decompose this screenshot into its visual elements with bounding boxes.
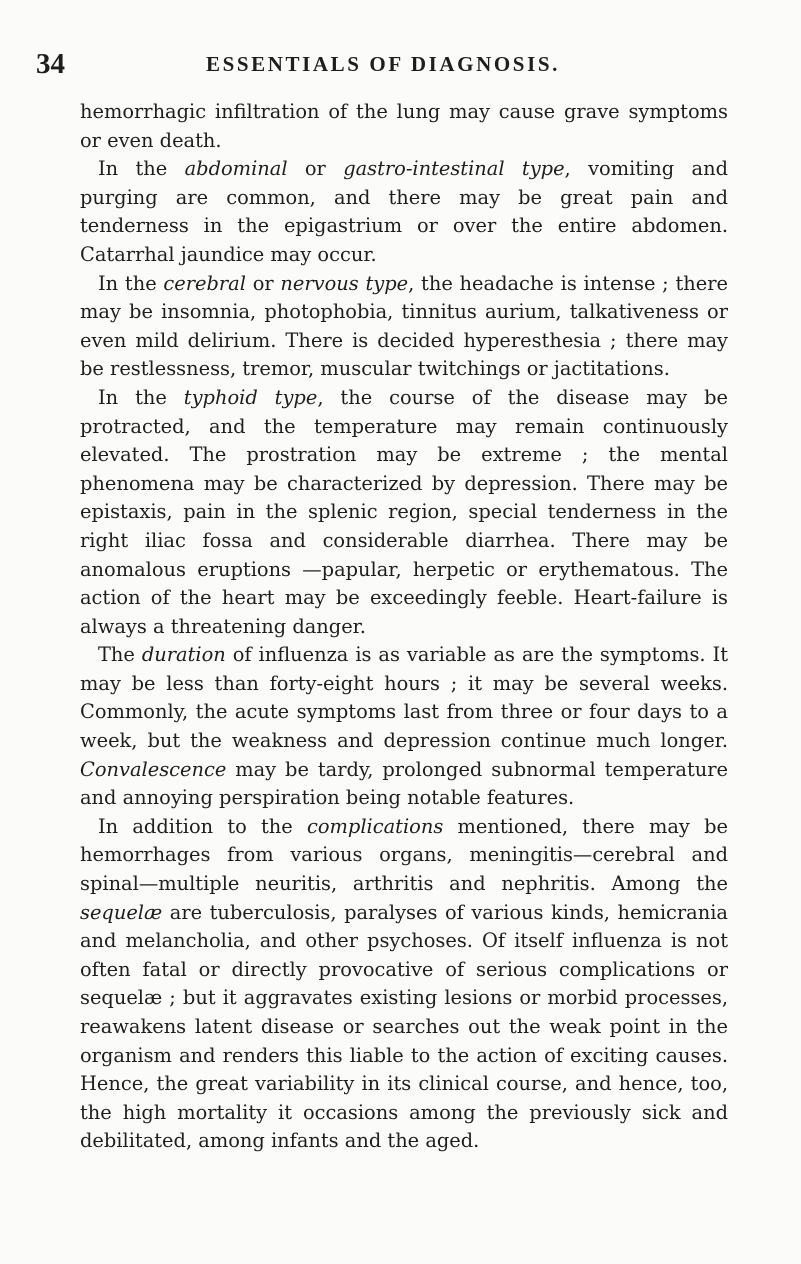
term-duration: duration (141, 643, 226, 667)
term-sequelae: sequelæ (80, 900, 163, 924)
term-abdominal: abdominal (184, 157, 288, 181)
paragraph-complications: In addition to the complications mentioned, there may be hemorrhages from various organs, meningitis—cerebral and spinal—multiple neuritis, arthritis and nephritis. Among the sequelæ are tuberculosis, paralyses of various kinds, hemicrania and melancholia, and other psychoses. Of itself influenza is not often fatal or directly provocative of serious complications or sequelæ ; but it aggravates existing lesions or morbid processes, reawakens latent disease or searches out the weak point in the organism and renders this liable to the action of exciting causes. Hence, the great variability in its clinical course, and hence, too, the high mortality it occasions among the previously sick and debilitated, among infants and the aged. (80, 814, 728, 1153)
page-number: 34 (36, 48, 65, 80)
running-head: ESSENTIALS OF DIAGNOSIS. (206, 52, 560, 76)
term-typhoid-type: typhoid type (183, 385, 318, 409)
term-convalescence: Convalescence (80, 757, 227, 781)
term-nervous-type: nervous type (280, 271, 409, 295)
paragraph-cerebral-type: In the cerebral or nervous type, the headache is intense ; there may be insomnia, photophobia, tinnitus aurium, talkativeness or even mild delirium. There is decided hyperesthesia ; there may be restlessness, tremor, muscular twitchings or jactitations. (80, 271, 728, 381)
paragraph-typhoid-type: In the typhoid type, the course of the disease may be protracted, and the temperature may remain continuously elevated. The prostration may be extreme ; the mental phenomena may be characterized by depression. There may be epistaxis, pain in the splenic region, special tenderness in the right iliac fossa and considerable diarrhea. There may be anomalous eruptions —papular, herpetic or erythematous. The action of the heart may be exceedingly feeble. Heart-failure is always a threatening danger. (80, 385, 728, 638)
paragraph-abdominal-type: In the abdominal or gastro-intestinal type, vomiting and purging are common, and there may be great pain and tenderness in the epigastrium or over the entire abdomen. Catarrhal jaundice may occur. (80, 157, 728, 266)
term-gastro-intestinal-type: gastro-intestinal type (343, 157, 565, 181)
term-cerebral: cerebral (163, 271, 246, 295)
paragraph-duration: The duration of influenza is as variable as are the symptoms. It may be less than forty-eight hours ; it may be several weeks. Commonly, the acute symptoms last from three or four days to a week, but the weakness and depression continue much longer. Convalescence may be tardy, prolonged subnormal temperature and annoying perspiration being notable features. (80, 643, 729, 810)
paragraph-lung-continuation: hemorrhagic infiltration of the lung may cause grave symptoms or even death. (80, 100, 728, 152)
page-header (36, 48, 766, 88)
term-complications: complications (307, 814, 444, 838)
body-text (80, 98, 728, 1156)
